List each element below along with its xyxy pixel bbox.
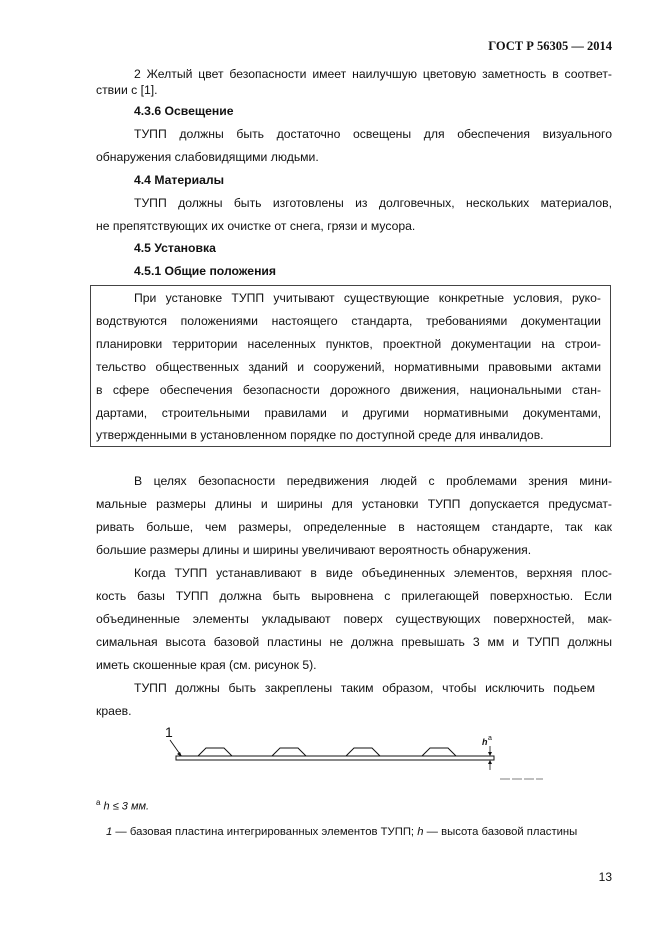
paragraph-safety-line-4: большие размеры длины и ширины увеличивают вероятность обнаружения.	[96, 543, 532, 557]
paragraph-lighting-line-2: обнаружения слабовидящими людьми.	[96, 150, 319, 164]
dimension-arrowhead-top	[488, 752, 492, 756]
figure-callout-number: 1	[165, 724, 173, 740]
paragraph-materials-line-1: ТУПП должны быть изготовлены из долговечных, нескольких материалов,	[134, 196, 612, 210]
figure-legend	[106, 824, 577, 840]
dimension-superscript: a	[488, 735, 492, 742]
paragraph-safety-line-2: мальные размеры длины и ширины для установки ТУПП допускается предусмат-	[96, 497, 612, 511]
paragraph-combined-line-1: Когда ТУПП устанавливают в виде объединенных элементов, верхняя плос-	[134, 566, 612, 580]
paragraph-combined-line-5: иметь скошенные края (см. рисунок 5).	[96, 658, 317, 672]
heading-4-3-6: 4.3.6 Освещение	[134, 104, 234, 118]
legend-h: h	[417, 826, 424, 838]
boxed-line-2: водствуются положениями настоящего стандарта, требованиями документации	[96, 314, 601, 328]
paragraph-materials-line-2: не препятствующих их очистке от снега, грязи и мусора.	[96, 219, 416, 233]
tactile-nub-2	[272, 748, 306, 756]
document-header-id: ГОСТ Р 56305 — 2014	[488, 39, 612, 53]
heading-4-5: 4.5 Установка	[134, 241, 216, 255]
tactile-nub-3	[346, 748, 380, 756]
heading-4-5-1: 4.5.1 Общие положения	[134, 264, 277, 278]
figure-base-plate-profile	[160, 724, 560, 790]
boxed-line-3: планировки территории населенных пунктов, проектной документации на строи-	[96, 337, 601, 351]
note-2-line-2: ствии с [1].	[96, 83, 158, 97]
tactile-nub-1	[198, 748, 232, 756]
legend-text-1: — базовая пластина интегрированных элементов ТУПП;	[112, 826, 418, 838]
boxed-line-5: в сфере обеспечения безопасности дорожного движения, национальными стан-	[96, 383, 601, 397]
boxed-line-6: дартами, строительными правилами и другими нормативными документами,	[96, 406, 601, 420]
dimension-arrowhead-bottom	[488, 760, 492, 764]
boxed-line-1: При установке ТУПП учитывают существующие конкретные условия, руко-	[134, 291, 601, 305]
base-plate	[176, 756, 494, 760]
heading-4-4: 4.4 Материалы	[134, 173, 225, 187]
page-number: 13	[598, 870, 612, 884]
paragraph-lighting-line-1: ТУПП должны быть достаточно освещены для обеспечения визуального	[134, 127, 612, 141]
paragraph-combined-line-2: кость базы ТУПП должна быть выровнена с прилегающей поверхностью. Если	[96, 589, 612, 603]
boxed-line-4: тельство общественных зданий и сооружений, нормативными правовыми актами	[96, 360, 601, 374]
paragraph-fixing-line-1: ТУПП должны быть закреплены таким образом, чтобы исключить подьем	[134, 681, 595, 695]
figure-footnote: $^a$ h ≤ 3 мм.	[96, 798, 150, 813]
paragraph-fixing-line-2: краев.	[96, 704, 132, 718]
paragraph-safety-line-1: В целях безопасности передвижения людей с проблемами зрения мини-	[134, 474, 612, 488]
legend-number-1: 1	[106, 826, 113, 838]
paragraph-safety-line-3: ривать больше, чем размеры, определенные в настоящем стандарте, так как	[96, 520, 612, 534]
tactile-nub-4	[422, 748, 456, 756]
dimension-h-label: h	[482, 737, 488, 747]
legend-text-2: — высота базовой пластины	[423, 826, 578, 838]
paragraph-combined-line-4: симальная высота базовой пластины не должна превышать 3 мм и ТУПП должны	[96, 635, 612, 649]
paragraph-combined-line-3: объединенные элементы укладывают поверх существующих поверхностей, мак-	[96, 612, 612, 626]
note-2-line-1: 2 Желтый цвет безопасности имеет наилучшую цветовую заметность в соответ-	[134, 67, 612, 81]
boxed-line-7: утвержденными в установленном порядке по доступной среде для инвалидов.	[96, 428, 544, 442]
